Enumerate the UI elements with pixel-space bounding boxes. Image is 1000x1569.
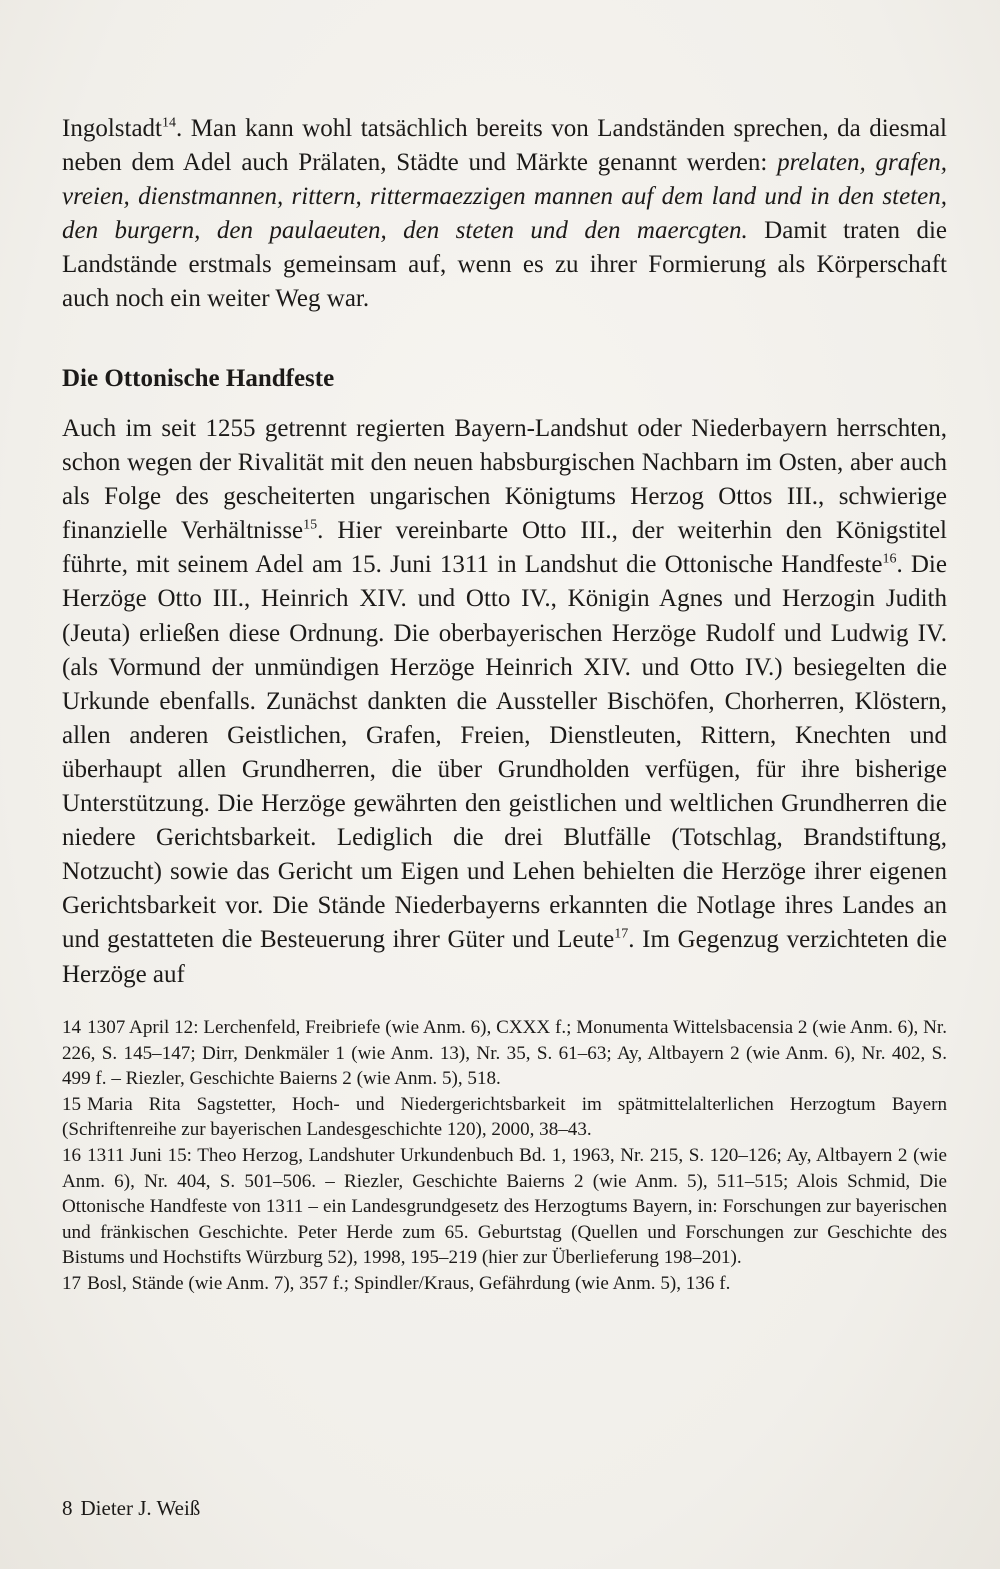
page-number: 8 [62, 1496, 73, 1520]
footnote-text: 1311 Juni 15: Theo Herzog, Landshuter Urkundenbuch Bd. 1, 1963, Nr. 215, S. 120–126; Ay, Altbayern 2 (wie Anm. 6), Nr. 404, S. 501–506. – Riezler, Geschichte Baierns 2 (wie Anm. 5), 511–515; Alois Schmid, Die Ottonische Handfeste von 1311 – ein Landesgrundgesetz des Herzogtums Bayern, in: Forschungen zur bayerischen und fränkischen Geschichte. Peter Herde zum 65. Geburtstag (Quellen und Forschungen zur Geschichte des Bistums und Hochstifts Würzburg 52), 1998, 195–219 (hier zur Überlieferung 198–201). [62, 1144, 947, 1269]
footnote-text: 1307 April 12: Lerchenfeld, Freibriefe (wie Anm. 6), CXXX f.; Monumenta Wittelsbacensia 2 (wie Anm. 6), Nr. 226, S. 145–147; Dirr, Denkmäler 1 (wie Anm. 13), Nr. 35, S. 61–63; Ay, Altbayern 2 (wie Anm. 6), Nr. 402, S. 499 f. – Riezler, Geschichte Baierns 2 (wie Anm. 5), 518. [62, 1017, 947, 1090]
footnote-14 [62, 1015, 947, 1092]
footnote-15 [62, 1092, 947, 1143]
footnote-number: 14 [62, 1017, 82, 1038]
text-run: Damit traten die Landstände erstmals gemeinsam auf, wenn es zu ihrer Formierung als Körperschaft auch noch ein weiter Weg war. [62, 217, 947, 313]
footnote-ref-15[interactable]: 15 [303, 517, 318, 533]
footnote-17 [62, 1271, 947, 1297]
footnote-ref-16[interactable]: 16 [882, 552, 897, 568]
paragraph-1 [62, 112, 947, 317]
footnote-ref-14[interactable]: 14 [162, 115, 176, 131]
footnote-ref-17[interactable]: 17 [614, 927, 629, 943]
section-heading: Die Ottonische Handfeste [62, 365, 335, 392]
footnote-number: 17 [62, 1272, 82, 1294]
running-author: Dieter J. Weiß [80, 1496, 201, 1520]
text-run: . Im Gegenzug verzichteten die Herzöge auf [62, 926, 947, 988]
footnote-number: 15 [62, 1093, 82, 1115]
text-run: Ingolstadt [62, 115, 162, 142]
footnote-text: Bosl, Stände (wie Anm. 7), 357 f.; Spindler/Kraus, Gefährdung (wie Anm. 5), 136 f. [87, 1272, 731, 1294]
footnote-number: 16 [62, 1144, 82, 1166]
footnotes [62, 1015, 947, 1297]
footnote-text: Maria Rita Sagstetter, Hoch- und Niedergerichtsbarkeit im spätmittelalterlichen Herzogtum Bayern (Schriftenreihe zur bayerischen Landesgeschichte 120), 2000, 38–43. [62, 1093, 947, 1141]
historical-quote: prelaten, grafen, vreien, dienstmannen, rittern, rittermaezzigen mannen auf dem land und in den steten, den burgern, den paulaeuten, den steten und den maercgten. [62, 149, 948, 245]
paragraph-2 [62, 412, 947, 992]
footnote-16 [62, 1143, 947, 1271]
text-run: . Man kann wohl tatsächlich bereits von Landständen sprechen, da diesmal neben dem Adel auch Prälaten, Städte und Märkte genannt werden: [62, 115, 947, 177]
text-run: . Hier vereinbarte Otto III., der weiterhin den Königstitel führte, mit seinem Adel am 15. Juni 1311 in Landshut die Ottonische Handfeste [62, 517, 948, 579]
page-footer [62, 1494, 200, 1522]
text-run: . Die Herzöge Otto III., Heinrich XIV. und Otto IV., Königin Agnes und Herzogin Judith (Jeuta) erließen diese Ordnung. Die oberbayerischen Herzöge Rudolf und Ludwig IV. (als Vormund der unmündigen Herzöge Heinrich XIV. und Otto IV.) besiegelten die Urkunde ebenfalls. Zunächst dankten die Aussteller Bischöfen, Chorherren, Klöstern, allen anderen Geistlichen, Grafen, Freien, Dienstleuten, Rittern, Knechten und überhaupt allen Grundherren, die über Grundholden verfügen, für ihre bisherige Unterstützung. Die Herzöge gewährten den geistlichen und weltlichen Grundherren die niedere Gerichtsbarkeit. Lediglich die drei Blutfälle (Totschlag, Brandstiftung, Notzucht) sowie das Gericht um Eigen und Lehen behielten die Herzöge ihrer eigenen Gerichtsbarkeit vor. Die Stände Niederbayerns erkannten die Notlage ihres Landes an und gestatteten die Besteuerung ihrer Güter und Leute [62, 551, 947, 954]
text-run: Auch im seit 1255 getrennt regierten Bayern-Landshut oder Niederbayern herrschten, schon wegen der Rivalität mit den neuen habsburgischen Nachbarn im Osten, aber auch als Folge des gescheiterten ungarischen Königtums Herzog Ottos III., schwierige finanzielle Verhältnisse [62, 415, 947, 545]
